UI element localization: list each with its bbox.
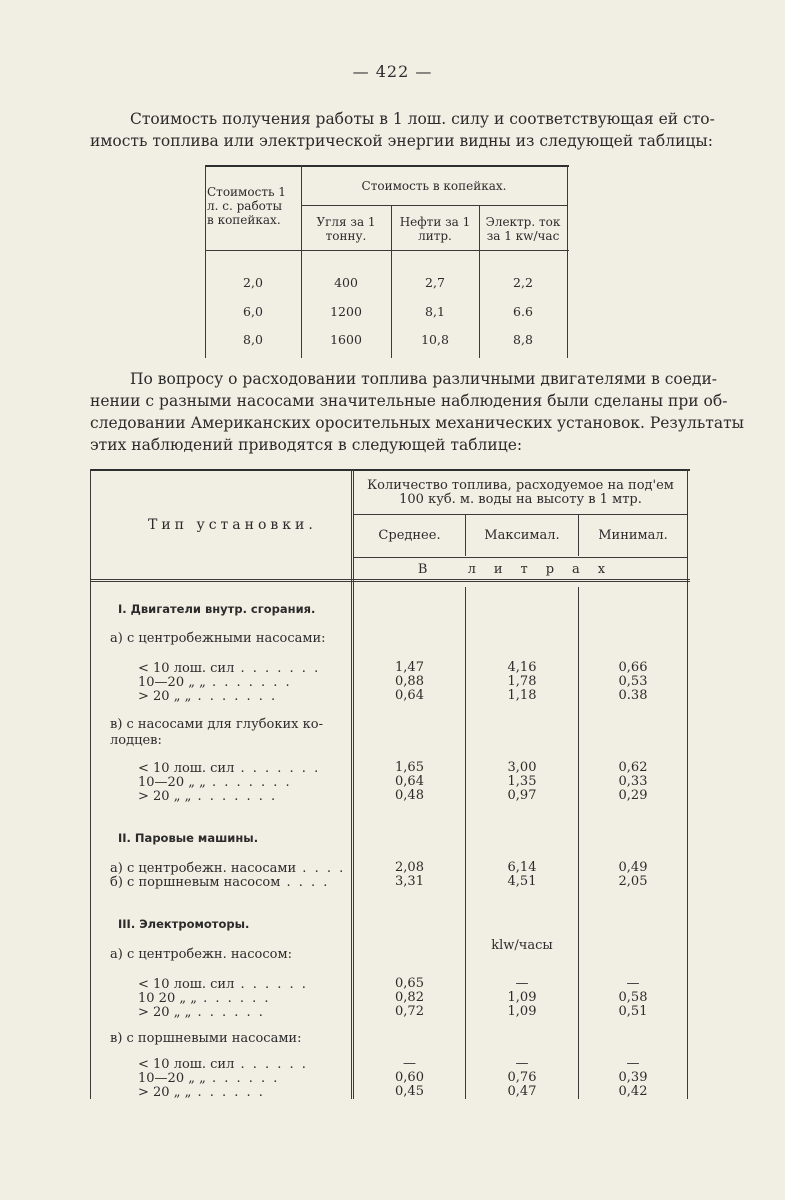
col-header-coal: Угля за 1 тонну.	[316, 215, 376, 243]
row-label: < 10 лош. сил . . . . . .	[138, 1057, 308, 1072]
paragraph-line: По вопросу о расходовании топлива различными двигателями в соеди-	[130, 370, 718, 388]
section-title: III. Электромоторы.	[118, 917, 250, 931]
row-label: < 10 лош. сил . . . . . . .	[138, 661, 321, 676]
table-cell: 2,0	[243, 275, 263, 290]
subsection-title: лодцев:	[110, 733, 162, 748]
table-cell: 8,1	[425, 304, 445, 319]
table-cell: — 1,09 1,09	[507, 976, 537, 1019]
table-border	[90, 469, 91, 1099]
table-cell: 1200	[330, 304, 362, 319]
table-cell: 0,65 0,82 0,72	[395, 976, 424, 1019]
paragraph-line: Стоимость получения работы в 1 лош. силу и соответствующая ей сто-	[130, 110, 715, 128]
row-label: < 10 лош. сил . . . . . .	[138, 977, 308, 992]
table-cell: 6,14 4,51	[507, 860, 537, 889]
subsection-title: в) с насосами для глубоких ко-	[110, 717, 323, 732]
col-header-average: Среднее.	[378, 528, 441, 543]
row-divider	[354, 557, 687, 558]
row-label: > 20 „ „ . . . . . . .	[138, 689, 278, 704]
table-cell: 1,65 0,64 0,48	[395, 760, 424, 803]
row-label: б) с поршневым насосом . . . .	[110, 875, 330, 890]
row-label: > 20 „ „ . . . . . .	[138, 1005, 265, 1020]
table-cell: 8,8	[513, 332, 533, 347]
row-label: 10—20 „ „ . . . . . .	[138, 1071, 280, 1086]
table-border	[205, 165, 206, 358]
subsection-title: в) с поршневыми насосами:	[110, 1031, 302, 1046]
table-border	[90, 469, 690, 471]
row-divider	[301, 205, 567, 206]
table-cell: 400	[334, 275, 358, 290]
unit-row: В литрах	[417, 562, 624, 577]
table-cell: 0,66 0,53 0.38	[618, 660, 648, 703]
table-border	[567, 165, 568, 358]
group-header: Стоимость в копейках.	[361, 179, 507, 193]
group-header: Количество топлива, расходуемое на под'ем 100 куб. м. воды на высоту в 1 мтр.	[367, 478, 674, 507]
table-cell: 2,08 3,31	[395, 860, 424, 889]
page-number: — 422 —	[352, 62, 433, 81]
table-cell: 8,0	[243, 332, 263, 347]
col-header-type: Тип установки.	[148, 517, 317, 533]
table-cell: 0,49 2,05	[618, 860, 648, 889]
row-label: а) с центробежн. насосами . . . .	[110, 861, 346, 876]
table-cell: 6.6	[513, 304, 533, 319]
col-header-min: Минимал.	[598, 528, 668, 543]
table-cell: 2,7	[425, 275, 445, 290]
table-cell: 1,47 0,88 0,64	[395, 660, 424, 703]
row-divider	[205, 250, 569, 251]
subsection-title: а) с центробежными насосами:	[110, 631, 326, 646]
section-title: I. Двигатели внутр. сгорания.	[118, 602, 316, 616]
paragraph-line: этих наблюдений приводятся в следующей таблице:	[90, 436, 523, 454]
table-cell: 2,2	[513, 275, 533, 290]
column-divider	[301, 165, 302, 358]
fuel-consumption-table	[90, 469, 690, 1099]
intro-paragraph	[90, 108, 715, 152]
table-cell: — 0,76 0,47	[507, 1056, 537, 1099]
table-cell: — 0,58 0,51	[618, 976, 648, 1019]
table-cell: 3,00 1,35 0,97	[507, 760, 537, 803]
table-cell: 0,62 0,33 0,29	[618, 760, 648, 803]
table-cell: 4,16 1,78 1,18	[507, 660, 537, 703]
row-divider	[90, 579, 690, 582]
section-title: II. Паровые машины.	[118, 831, 259, 845]
row-label: 10—20 „ „ . . . . . . .	[138, 675, 292, 690]
row-divider	[354, 514, 687, 515]
unit-label: klw/часы	[491, 938, 553, 953]
paragraph-line: нении с разными насосами значительные наблюдения были сделаны при об-	[90, 392, 728, 410]
row-label: > 20 „ „ . . . . . . .	[138, 789, 278, 804]
row-label: < 10 лош. сил . . . . . . .	[138, 761, 321, 776]
observations-paragraph	[90, 368, 745, 456]
table-border	[687, 469, 688, 1099]
col-header-max: Максимал.	[484, 528, 560, 543]
cost-table	[205, 165, 569, 358]
table-cell: — 0,60 0,45	[395, 1056, 424, 1099]
row-label: 10—20 „ „ . . . . . . .	[138, 775, 292, 790]
row-label: > 20 „ „ . . . . . .	[138, 1085, 265, 1100]
subsection-title: а) с центробежн. насосом:	[110, 947, 292, 962]
col-header-electric: Электр. ток за 1 кw/час	[485, 215, 561, 243]
table-cell: 6,0	[243, 304, 263, 319]
paragraph-line: имость топлива или электрической энергии видны из следующей таблицы:	[90, 132, 713, 150]
table-cell: 1600	[330, 332, 362, 347]
row-label: 10 20 „ „ . . . . . .	[138, 991, 271, 1006]
table-cell: 10,8	[421, 332, 449, 347]
col-header-cost: Стоимость 1 л. с. работы в копейках.	[207, 185, 286, 227]
table-cell: — 0,39 0,42	[618, 1056, 648, 1099]
table-border	[205, 165, 569, 167]
paragraph-line: следовании Американских оросительных механических установок. Результаты	[90, 414, 745, 432]
col-header-oil: Нефти за 1 литр.	[399, 215, 471, 243]
